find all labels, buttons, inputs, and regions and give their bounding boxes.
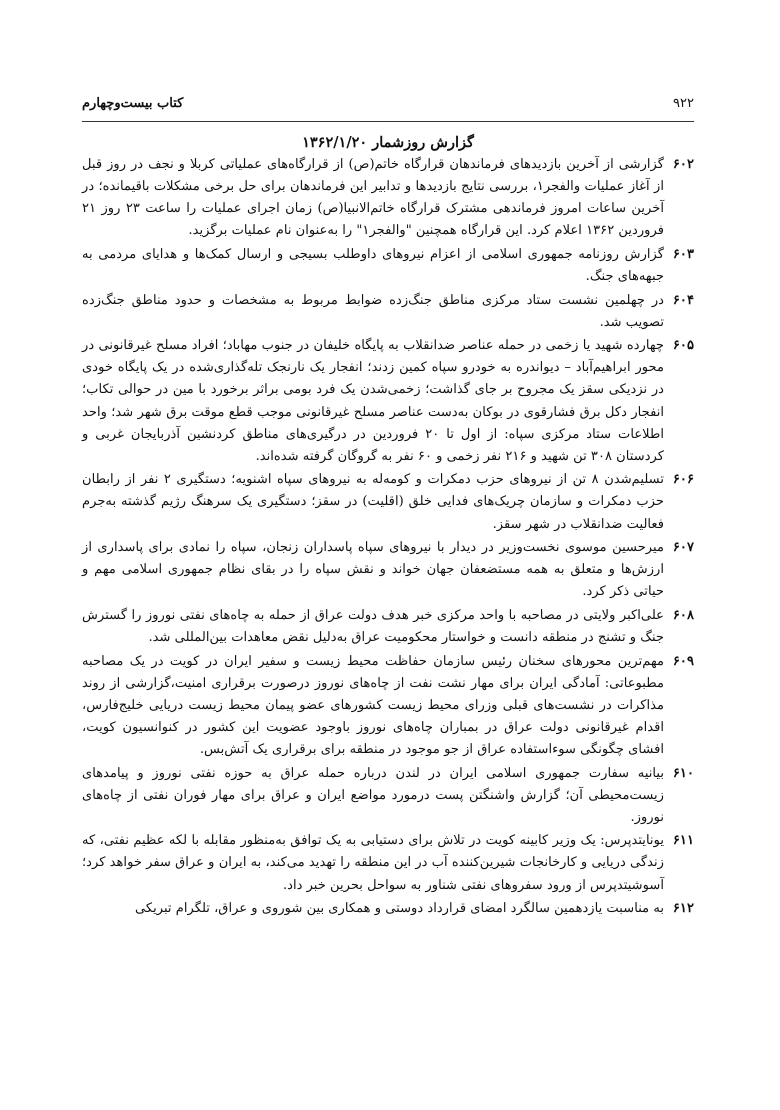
report-title: گزارش روزشمار ۱۳۶۲/۱/۲۰ [302,134,474,151]
entry-text: گزارش روزنامه جمهوری اسلامی از اعزام نیروهای داوطلب بسیجی و ارسال کمک‌ها و هدایای مردمی به جبهه‌های جنگ. [82,246,664,284]
entry-605 [82,335,694,469]
entry-text: به مناسبت یازدهمین سالگرد امضای قرارداد دوستی و همکاری بین شوروی و عراق، تلگرام تبریکی [134,901,664,917]
book-title: کتاب بیست‌وچهارم [82,95,184,111]
entry-number: ۶۱۲ [672,901,694,917]
entry-text: تسلیم‌شدن ۸ تن از نیروهای حزب دمکرات و کومه‌له به نیروهای سپاه اشنویه؛ دستگیری ۲ نفر از رابطان حزب دمکرات و سازمان چریک‌های فدایی خلق (اقلیت) در سقز؛ دستگیری یک سرهنگ رژیم گذشته به‌جرم فعالیت ضدانقلاب در شهر سقز. [82,472,664,532]
entry-603 [82,244,694,290]
entry-text: میرحسین موسوی نخست‌وزیر در دیدار با نیروهای سپاه پاسداران زنجان، سپاه را نمادی برای پاسداری از ارزش‌ها و متعلق به همه مستضعفان جهان خواند و نقش سپاه را در بقای نظام جمهوری اسلامی مهم و حیاتی ذکر کرد. [82,540,664,600]
entry-602 [82,154,694,244]
entry-number: ۶۰۵ [672,338,694,354]
entry-text: در چهلمین نشست ستاد مرکزی مناطق جنگ‌زده ضوابط مربوط به مشخصات و حدود مناطق جنگ‌زده تصویب شد. [82,292,664,330]
entry-number: ۶۰۴ [672,292,694,308]
entry-608 [82,605,694,651]
entry-text: مهم‌ترین محورهای سخنان رئیس سازمان حفاظت محیط زیست و سفیر ایران در کویت در یک مصاحبه مطبوعاتی: آمادگی ایران برای مهار نشت نفت از چاه‌های نوروز درصورت برقراری امنیت،گزارشی از روند مذاکرات در نشست‌های قبلی وزرای محیط زیست کشورهای عضو پیمان محیط زیست دریایی خلیج‌فارس، اقدام غیرقانونی دولت عراق در بمباران چاه‌های نوروز باوجود عضویت این کشور در کنوانسیون کویت، افشای چگونگی سوءاستفاده عراق از جو موجود در منطقه برای برقراری یک آتش‌بس. [82,653,664,757]
entry-text: یونایتدپرس: یک وزیر کابینه کویت در تلاش برای دستیابی به یک توافق به‌منظور مقابله با لکه عظیم نفتی، که زندگی دریایی و کارخانجات شیرین‌کننده آب در این منطقه را تهدید می‌کند، به ایران و عراق سفر خواهد کرد؛ آسوشیتدپرس از ورود سفروهای نفتی شناور به سواحل بحرین خبر داد. [82,833,664,893]
entry-611 [82,830,694,898]
entry-number: ۶۰۹ [672,653,694,669]
entry-number: ۶۰۲ [672,157,694,172]
entry-612 [82,898,694,922]
entry-number: ۶۱۰ [672,765,694,781]
entry-610 [82,763,694,831]
entry-number: ۶۰۸ [672,607,694,623]
entry-607 [82,537,694,605]
page-number: ۹۲۲ [673,95,694,111]
entry-number: ۶۰۷ [672,540,694,556]
entry-text: گزارشی از آخرین بازدیدهای فرماندهان قرارگاه خاتم(ص) از قرارگاه‌های عملیاتی کربلا و نجف در روز قبل از آغاز عملیات والفجر۱، بررسی نتایج بازدیدها و تدابیر این فرماندهان برای حل برخی مشکلات باقیمانده؛ در آخرین ساعات امروز فرماندهی مشترک قرارگاه خاتم‌الانبیا(ص) زمان اجرای عملیات را ساعت ۲۳ روز ۲۱ فروردین ۱۳۶۲ اعلام کرد. این قرارگاه همچنین "والفجر۱" را به‌عنوان نام عملیات برگزید. [82,157,665,239]
entry-text: بیانیه سفارت جمهوری اسلامی ایران در لندن درباره حمله عراق به حوزه نفتی نوروز و پیامدهای زیست‌محیطی آن؛ گزارش واشنگتن پست درمورد مواضع ایران و عراق برای مهار فوران نفتی از چاه‌های نوروز. [82,765,664,825]
header-divider [82,121,694,122]
entry-604 [82,290,694,336]
entries-list [82,154,694,922]
page-header [82,92,694,114]
entry-606 [82,469,694,537]
entry-text: چهارده شهید یا زخمی در حمله عناصر ضدانقلاب به پایگاه خلیفان در جنوب مهاباد؛ افراد مسلح غیرقانونی در محور ابراهیم‌آباد – دیواندره به خودرو سپاه کمین زدند؛ انفجار یک نارنجک تله‌گذاری‌شده در یک پایگاه خودی در نزدیکی سقز یک مجروح بر جای گذاشت؛ زخمی‌شدن یک فرد بومی براثر برخورد با مین در حوالی تکاب؛ انفجار دکل برق فشارقوی در بوکان به‌دست عناصر مسلح غیرقانونی موجب قطع موقت برق شهر شد؛ واحد اطلاعات ستاد مرکزی سپاه: از اول تا ۲۰ فروردین در درگیری‌های مناطق کردنشین آذربایجان غربی و کردستان ۳۰۸ تن شهید و ۲۱۶ نفر زخمی و ۶۰ نفر به گروگان گرفته شده‌اند. [82,338,664,464]
entry-text: علی‌اکبر ولایتی در مصاحبه با واحد مرکزی خبر هدف دولت عراق از حمله به چاه‌های نفتی نوروز را گسترش جنگ و تشنج در منطقه دانست و خواستار محکومیت عراق به‌دلیل نقض معاهدات بین‌المللی شد. [82,607,664,645]
entry-609 [82,651,694,763]
entry-number: ۶۰۳ [672,246,694,262]
entry-number: ۶۰۶ [672,472,694,488]
entry-number: ۶۱۱ [672,833,694,849]
